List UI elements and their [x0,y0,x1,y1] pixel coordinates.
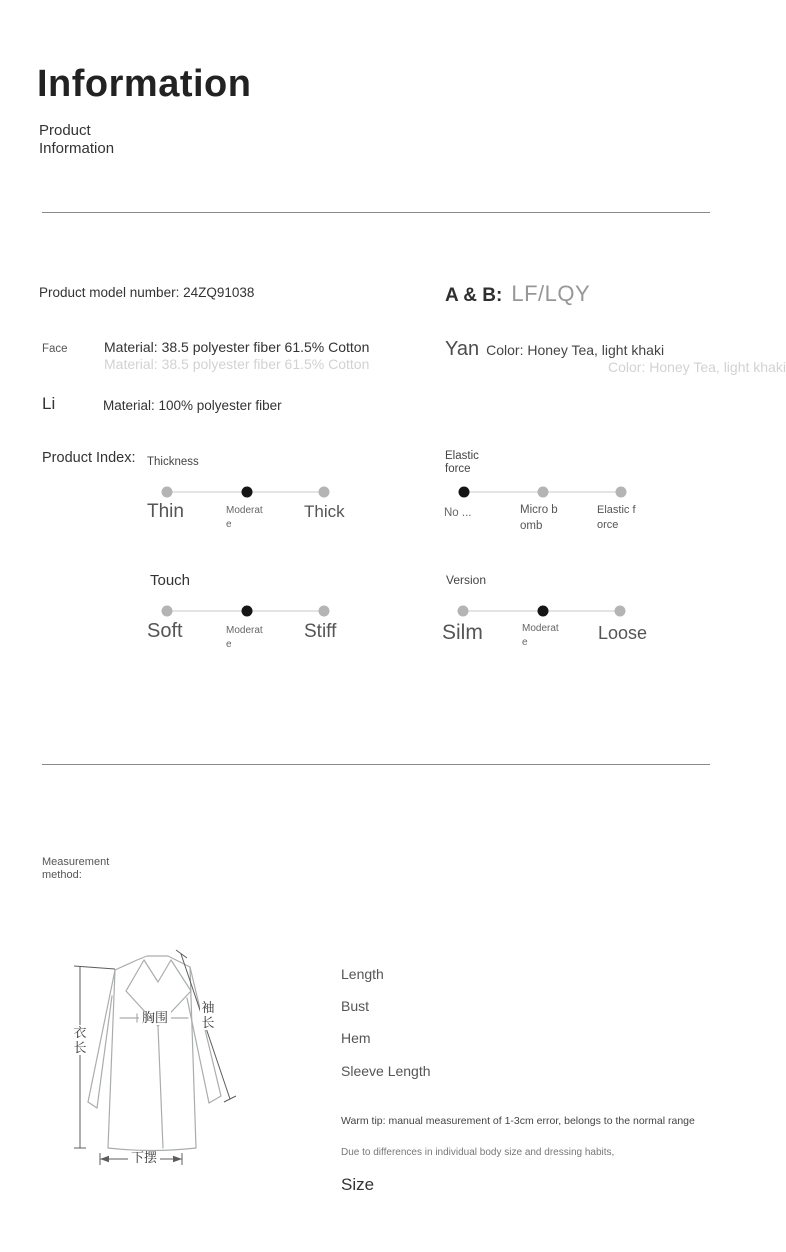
product-index-heading: Product Index: [42,450,136,466]
slider-label-high: Stiff [304,621,337,642]
slider-dot [458,606,469,617]
slider-dot [319,606,330,617]
clipped-text-artifact: Color: Honey Tea, light khaki [608,359,786,375]
face-material: Material: 38.5 polyester fiber 61.5% Cotton [104,339,370,355]
slider-name: Elastic force [445,450,479,475]
slider-dot [242,487,253,498]
slider-label-low: No ... [444,507,472,519]
slider-dot [242,606,253,617]
ab-value: LF/LQY [511,281,591,306]
face-label: Face [42,343,68,355]
slider-dot [616,487,627,498]
slider-thickness [147,449,377,549]
slider-dot [319,487,330,498]
measurement-method-heading: Measurement method: [42,856,110,881]
slider-version [444,572,674,672]
ab-label: A & B: [445,285,503,306]
slider-dot [538,606,549,617]
slider-dot [615,606,626,617]
bust-label: 胸围 [139,1011,171,1025]
divider [42,212,710,213]
clipped-text-artifact: Material: 38.5 polyester fiber 61.5% Cotton [104,356,370,372]
slider-name: Thickness [147,456,199,468]
hem-label: 下摆 [128,1151,160,1165]
slider-label-low: Thin [147,501,184,522]
li-label: Li [42,394,56,413]
page-subtitle: Product Information [39,122,115,157]
slider-dot [538,487,549,498]
ab-row [445,281,590,307]
coat-measurement-diagram [40,930,340,1180]
page-title: Information [37,63,252,105]
slider-label-mid: Moderate [226,505,263,530]
slider-label-high: Loose [598,623,648,643]
yan-label: Yan [445,338,480,360]
measure-item-sleeve-length: Sleeve Length [341,1063,431,1079]
slider-label-mid: Moderate [226,625,263,650]
slider-touch [147,572,377,672]
slider-label-low: Silm [442,621,483,644]
li-material: Material: 100% polyester fiber [103,398,282,413]
measure-item-bust: Bust [341,998,370,1014]
slider-dot [162,487,173,498]
divider [42,764,710,765]
size-heading: Size [341,1175,375,1194]
measure-item-hem: Hem [341,1030,371,1046]
slider-label-mid: Micro bomb [520,504,558,532]
due-note: Due to differences in individual body size and dressing habits, [341,1147,615,1158]
slider-dot [162,606,173,617]
slider-elastic-force [444,448,674,548]
yan-row [445,338,664,361]
coat-length-label: 衣长 [73,1025,87,1055]
slider-label-low: Soft [147,620,183,642]
warm-tip: Warm tip: manual measurement of 1-3cm error, belongs to the normal range [341,1115,695,1127]
slider-label-high: Thick [304,502,345,521]
sleeve-length-label: 袖长 [201,1000,215,1030]
color-value: Color: Honey Tea, light khaki [486,342,665,358]
slider-label-high: Elastic force [597,504,636,531]
slider-name: Version [446,573,487,587]
slider-name: Touch [150,572,191,589]
slider-dot [459,487,470,498]
product-model-number: Product model number: 24ZQ91038 [39,285,255,300]
slider-label-mid: Moderate [522,623,559,648]
measure-item-length: Length [341,966,384,982]
